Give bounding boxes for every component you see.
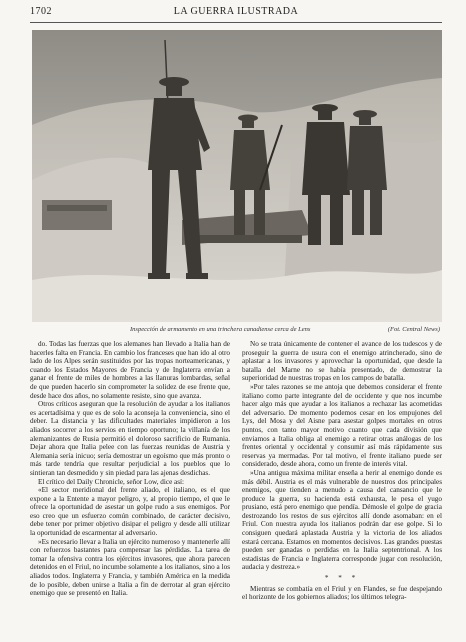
publication-title: LA GUERRA ILUSTRADA [173,6,299,17]
right-text-column [242,340,442,632]
left-text-column [30,340,230,632]
photo-credit: (Fot. Central News) [387,326,440,333]
header-rule [30,22,442,23]
paragraph: do. Todas las fuerzas que los alemanes han llevado a Italia han de hacerles falta en Francia. En cambio los franceses que han ido al otro lado de los Alpes serán sustituidos por las tropas norteamericanas, y cuando los Estados Mayores de Francia y de Inglaterra envían a ganar el frente de miles de hombres a las llanuras lombardas, señal de que pueden hacerlo sin comprometer la solidez de ese frente que, desde hace dos años, no solamente resiste, sino que avanza. [30,340,230,400]
paragraph: El crítico del Daily Chronicle, señor Low, dice así: [38,477,185,486]
paragraph: Mientras se combatía en el Friul y en Flandes, se fue despejando el horizonte de los gobiernos aliados; los últimos telegra- [242,584,442,602]
page-header [30,6,442,20]
paragraph: No se trata únicamente de contener el avance de los tudescos y de proseguir la guerra de usura con el enemigo atrincherado, sino de aplastar a los invasores y aprovechar la oportunidad, que desde la batalla del Marne no se había presentado, de demostrar la superioridad de nuestras tropas en los campos de batalla. [242,340,442,383]
paragraph: Otros críticos aseguran que la resolución de ayudar a los italianos es acertadísima y que es de solo la aconseja la conveniencia, sino el deber. La distancia y las dificultades materiales impidieron a los aliados socorrer a los servios en tiempo oportuno; la villanía de los alemanizantes de Rusia permitió el doloroso sacrificio de Rumania. Dejar ahora que Italia pelee con las fuerzas reunidas de Austria y Alemania sería inicuo; sería demostrar un egoísmo que más pronto o más tarde tendría que resultar perjudicial a los pueblos que lo sintieran tan desmedido y sin piedad para las ajenas desdichas. [30,400,230,477]
paragraph: »Por tales razones se me antoja que debemos considerar el frente italiano como parte integrante del de occidente y que nos incumbe hacer algo más que ayudar a los italianos a rechazar las acometidas del adversario. De momento podemos cesar en los empujones del Lys, del Mosa y del Aisne para asestar golpes mortales en otros puntos, con tanto mayor motivo cuanto que cada división que enviamos a Italia obliga al enemigo a retirar otras análogas de los frentes oriental y occidental y consumir así más rápidamente sus reservas ya mermadas. Por tal motivo, el frente italiano puede ser considerado, desde ahora, como un frente de interés vital. [242,382,442,469]
section-separator: * * * [324,574,360,583]
photo-caption [34,326,440,336]
paragraph: »Es necesario llevar a Italia un ejército numeroso y mantenerle allí con refuerzos bastantes para compensar las pérdidas. La tarea de tomar la ofensiva contra los ejércitos invasores, que ahora parecen detenidos en el Friul, no incumbe solamente a los italianos, sino a los aliados todos. Inglaterra y Francia, y también América en la medida de lo posible, deben unirse a Italia a fin de derrotar al gran ejército enemigo que se presentó en Italia. [30,537,230,598]
paragraph: »Una antigua máxima militar enseña a herir al enemigo donde es más débil. Austria es el más vulnerable de nuestros dos principales enemigos, que tienden a menudo a causa del cansancio que le produce la guerra, su hacienda está exhausta, le pesa el yugo prusiano, está pero enemigo que pendía. Démosle el golpe de gracia destrozando los restos de sus ejércitos allí donde asomaban: en el Friul. Con nuestra ayuda los italianos podrán dar ese golpe. Si lo consiguen quedará aplastada Austria y la victoria de los aliados estará cercana. Estamos en momentos decisivos. Las grandes puestas pueden ser ganadas o perdidas en la Italia septentrional. A los estadistas de Francia e Inglaterra corresponde jugar con resolución, audacia y destreza.» [242,468,442,572]
paragraph: «El sector meridional del frente aliado, el italiano, es el que expone a la Entente a mayor peligro, y, al propio tiempo, el que le ofrece la oportunidad de asestar un golpe rudo a sus enemigos. Por eso creo que un esfuerzo común combinado, de carácter decisivo, debe tener por primer objetivo disipar el peligro y desde allí utilizar la oportunidad de escarmentar al adversario. [30,486,230,538]
page-number: 1702 [30,6,52,17]
caption-text: Inspección de armamento en una trinchera canadiense cerca de Lens [130,326,311,333]
trench-photograph [32,30,442,322]
